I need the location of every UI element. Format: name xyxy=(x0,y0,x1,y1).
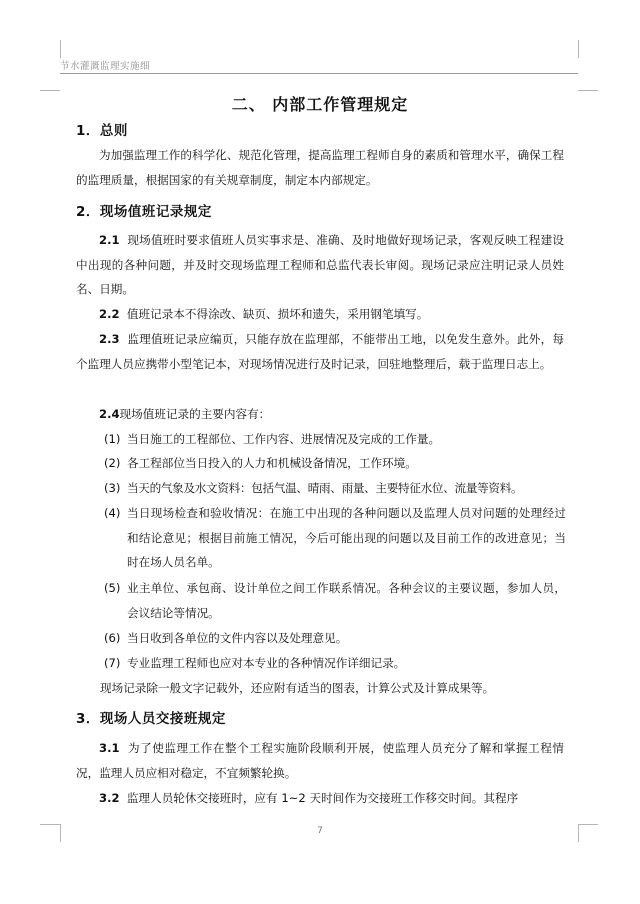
list-marker: (1) xyxy=(104,432,121,446)
clause-2-3 xyxy=(76,327,564,376)
list-marker: (7) xyxy=(104,656,121,670)
list-item-1 xyxy=(104,427,566,452)
clause-text: 监理人员轮休交接班时，应有 1~2 天时间作为交接班工作移交时间。其程序 xyxy=(126,791,519,805)
list-text: 当天的气象及水文资料：包括气温、晴雨、雨量、主要特征水位、流量等资料。 xyxy=(127,481,523,495)
list-marker: (3) xyxy=(104,481,121,495)
section-3-heading: 3．现场人员交接班规定 xyxy=(76,711,226,727)
list-text: 业主单位、承包商、设计单位之间工作联系情况。各种会议的主要议题，参加人员，会议结论等情况。 xyxy=(127,581,566,620)
page-number: 7 xyxy=(317,826,323,836)
list-item-2 xyxy=(104,451,566,476)
list-item-7 xyxy=(104,651,566,676)
list-marker: (5) xyxy=(104,581,121,595)
list-marker: (6) xyxy=(104,631,121,645)
clause-number: 2.2 xyxy=(99,307,120,321)
section-2-heading: 2．现场值班记录规定 xyxy=(76,204,212,220)
clause-2-4 xyxy=(76,402,564,427)
section-1-heading: 1．总则 xyxy=(76,123,128,139)
list-item-4 xyxy=(104,501,566,575)
clause-2-1 xyxy=(76,228,564,302)
clause-number: 3.1 xyxy=(99,741,120,755)
crop-mark-bottom-left-h xyxy=(40,824,60,825)
list-item-3 xyxy=(104,476,566,501)
crop-mark-top-right xyxy=(578,40,579,58)
clause-number: 2.4 xyxy=(99,407,120,421)
list-text: 当日收到各单位的文件内容以及处理意见。 xyxy=(127,631,348,645)
list-item-6 xyxy=(104,626,566,651)
list-marker: (4) xyxy=(104,506,121,520)
clause-text: 现场值班时要求值班人员实事求是、准确、及时地做好现场记录，客观反映工程建设中出现的各种问题，并及时交现场监理工程师和总监代表长审阅。现场记录应注明记录人员姓名、日期。 xyxy=(76,233,564,297)
clause-2-2 xyxy=(76,302,564,327)
list-text: 当日施工的工程部位、工作内容、进展情况及完成的工作量。 xyxy=(127,432,441,446)
clause-text: 监理值班记录应编页，只能存放在监理部，不能带出工地，以免发生意外。此外，每个监理人员应携带小型笔记本，对现场情况进行及时记录，回驻地整理后，载于监理日志上。 xyxy=(76,332,564,371)
clause-text: 现场值班记录的主要内容有： xyxy=(119,407,271,421)
running-header: 节水灌溉监理实施细 xyxy=(60,61,151,72)
crop-mark-top-left-h xyxy=(40,90,60,91)
crop-mark-bottom-right-h xyxy=(578,824,598,825)
list-item-5 xyxy=(104,576,566,625)
section-1-paragraph: 为加强监理工作的科学化、规范化管理，提高监理工程师自身的素质和管理水平，确保工程的监理质量，根据国家的有关规章制度，制定本内部规定。 xyxy=(76,148,564,187)
page-title: 二、 内部工作管理规定 xyxy=(231,95,409,114)
list-text: 当日现场检查和验收情况：在施工中出现的各种问题以及监理人员对问题的处理经过和结论意见；根据目前施工情况，今后可能出现的问题以及目前工作的改进意见；当时在场人员名单。 xyxy=(127,506,566,570)
crop-mark-top-left xyxy=(60,40,61,58)
list-marker: (2) xyxy=(104,456,121,470)
crop-mark-top-right-h xyxy=(578,90,598,91)
list-text: 各工程部位当日投入的人力和机械设备情况，工作环境。 xyxy=(127,456,417,470)
section-2-closing: 现场记录除一般文字记载外，还应附有适当的图表，计算公式及计算成果等。 xyxy=(100,681,495,695)
clause-text: 为了使监理工作在整个工程实施阶段顺利开展，使监理人员充分了解和掌握工程情况，监理人员应相对稳定，不宜频繁轮换。 xyxy=(76,741,564,780)
clause-number: 3.2 xyxy=(99,791,120,805)
clause-text: 值班记录本不得涂改、缺页、损坏和遗失，采用钢笔填写。 xyxy=(126,307,429,321)
clause-number: 2.3 xyxy=(99,332,120,346)
clause-3-2 xyxy=(76,786,564,811)
clause-number: 2.1 xyxy=(99,233,120,247)
header-rule xyxy=(60,73,578,74)
list-text: 专业监理工程师也应对本专业的各种情况作详细记录。 xyxy=(127,656,406,670)
clause-3-1 xyxy=(76,736,564,785)
